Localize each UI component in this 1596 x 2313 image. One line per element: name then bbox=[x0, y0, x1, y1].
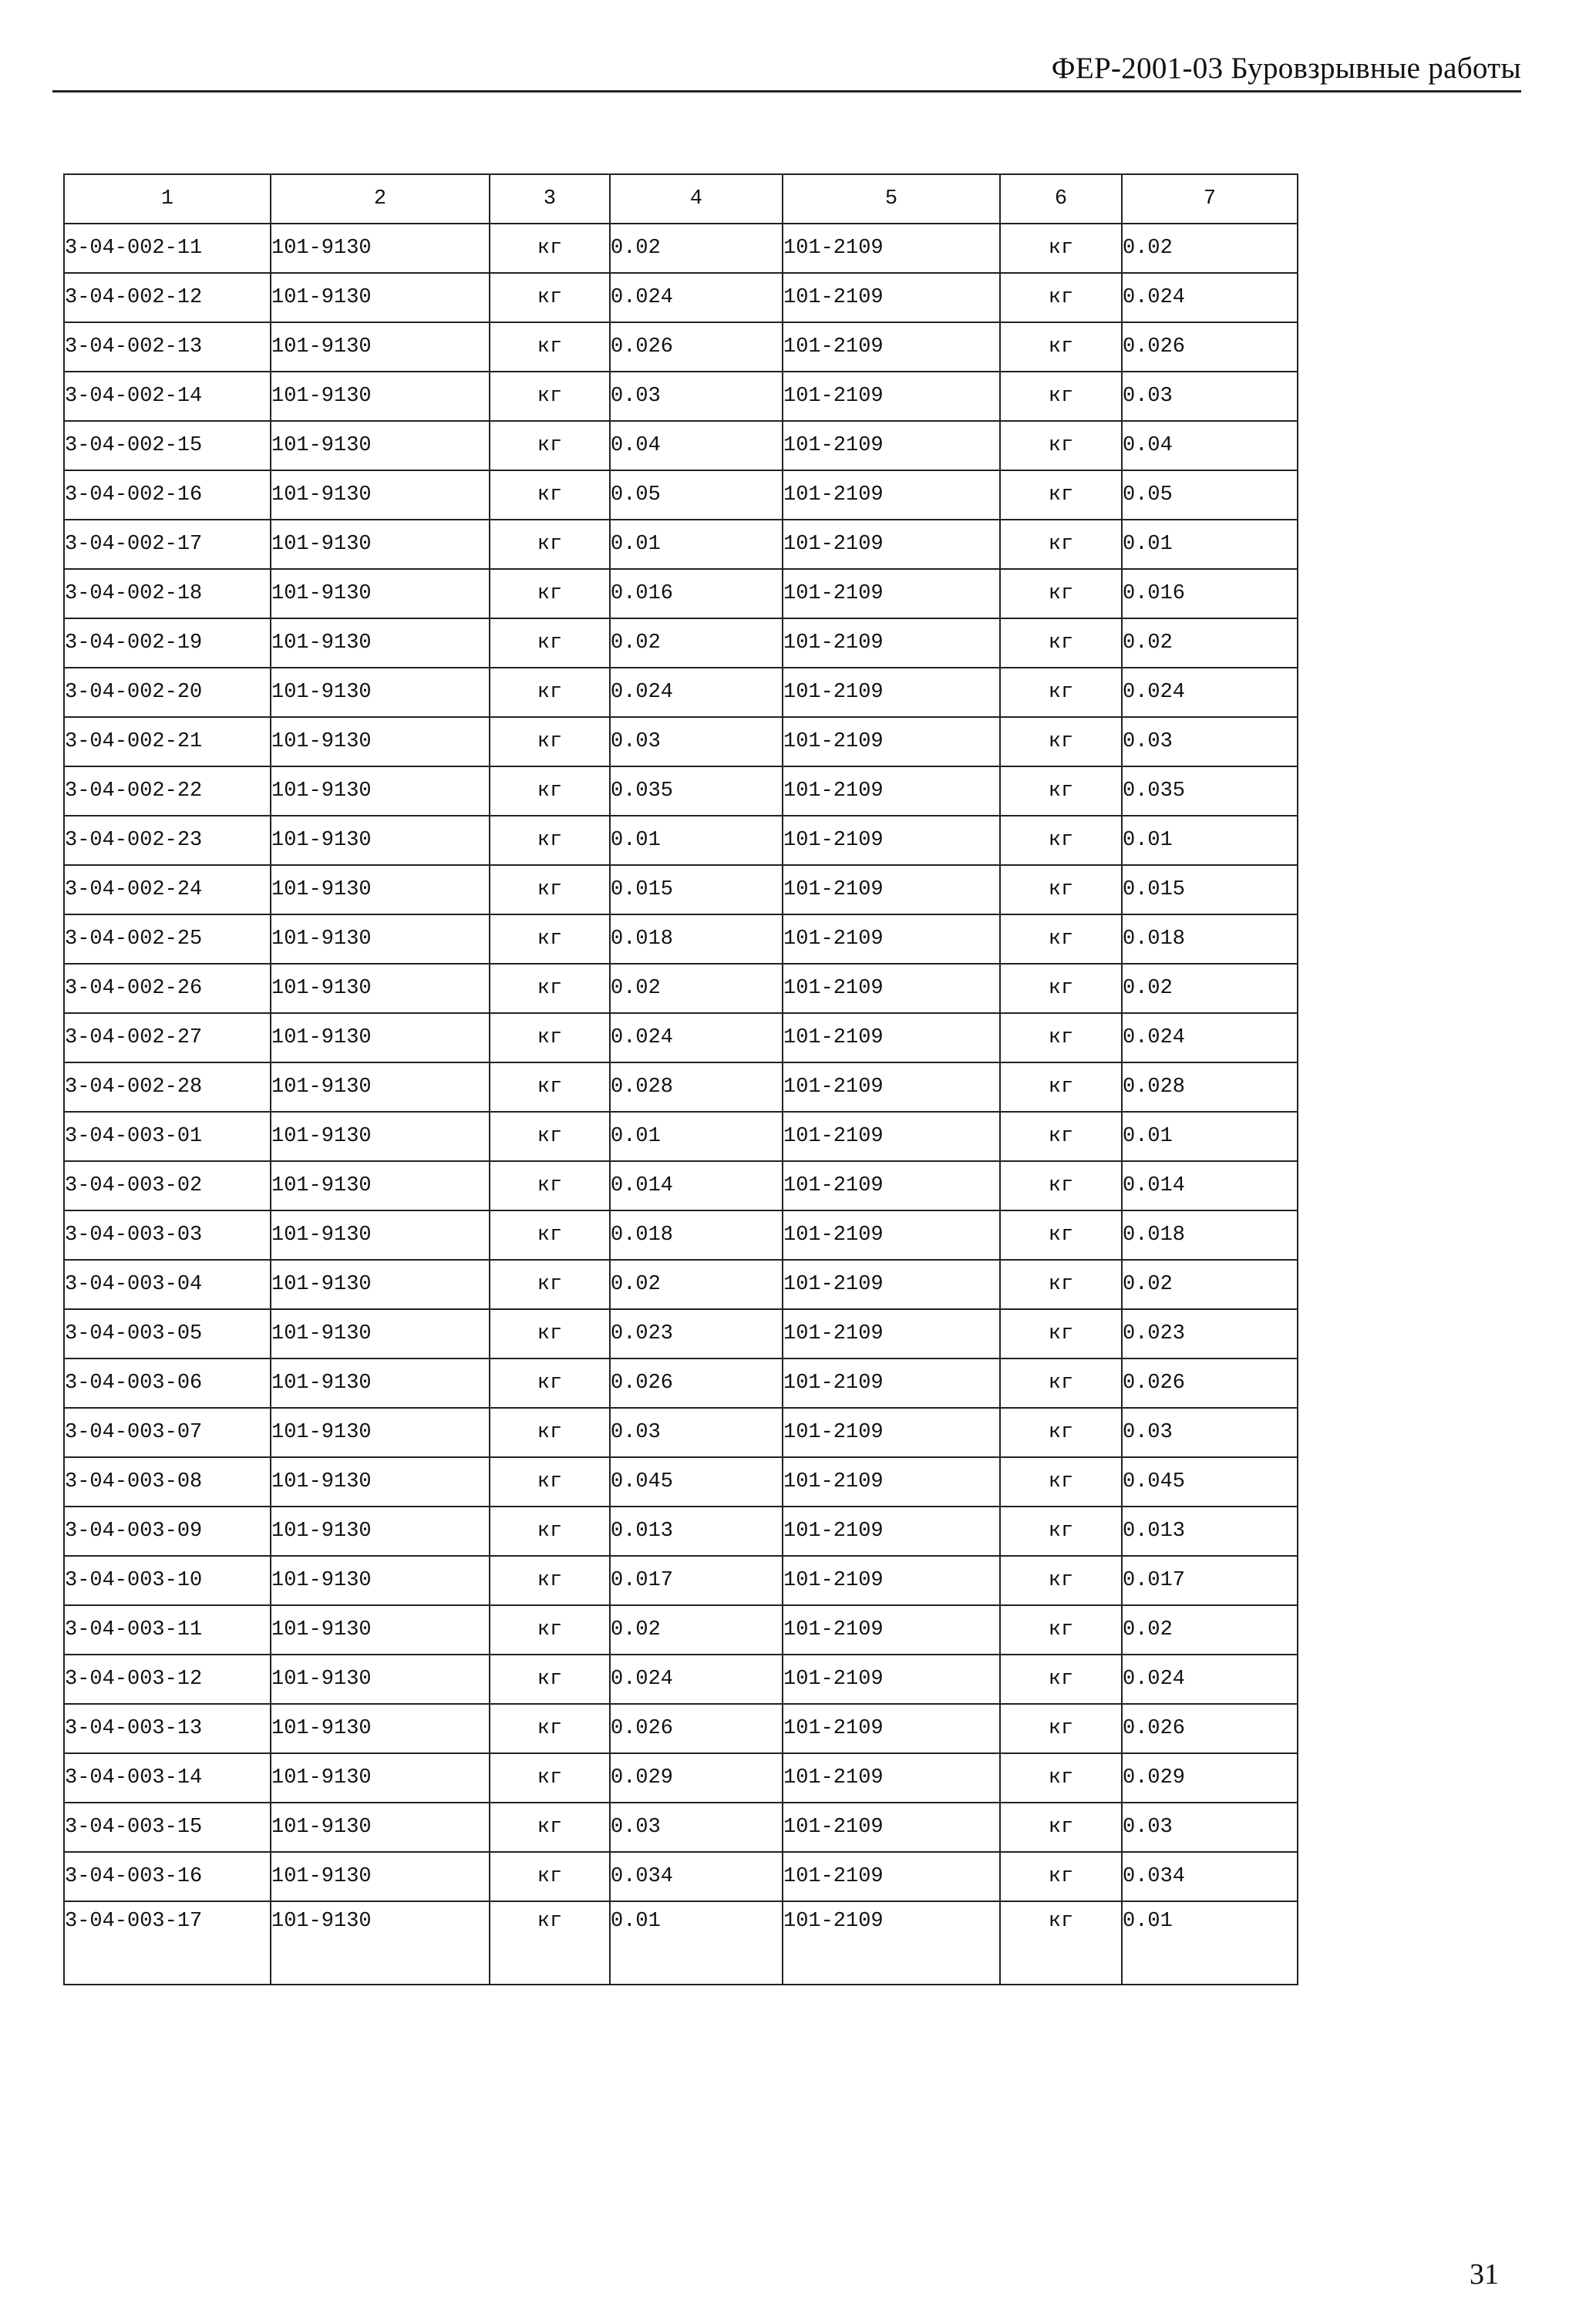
table-cell: 101-9130 bbox=[271, 372, 490, 421]
table-cell: 101-2109 bbox=[783, 421, 1000, 470]
table-cell: 101-9130 bbox=[271, 1556, 490, 1605]
table-cell: 0.03 bbox=[1122, 717, 1298, 766]
table-cell: 101-9130 bbox=[271, 1803, 490, 1852]
table-row bbox=[64, 668, 1298, 717]
table-row bbox=[64, 1655, 1298, 1704]
table-cell: 0.02 bbox=[1122, 1605, 1298, 1655]
table-cell: 0.03 bbox=[610, 372, 783, 421]
table-cell: 3-04-002-14 bbox=[64, 372, 271, 421]
table-cell: 0.026 bbox=[1122, 322, 1298, 372]
table-cell: 0.02 bbox=[1122, 1260, 1298, 1309]
table-cell: 0.026 bbox=[1122, 1704, 1298, 1753]
table-cell: кг bbox=[490, 618, 610, 668]
table-cell: кг bbox=[490, 421, 610, 470]
table-row bbox=[64, 618, 1298, 668]
table-cell: 101-9130 bbox=[271, 273, 490, 322]
table-row bbox=[64, 421, 1298, 470]
table-cell: 101-9130 bbox=[271, 1507, 490, 1556]
table-cell: 3-04-002-17 bbox=[64, 520, 271, 569]
table-cell: кг bbox=[490, 372, 610, 421]
table-row bbox=[64, 865, 1298, 914]
table-cell: 101-2109 bbox=[783, 717, 1000, 766]
table-cell: 0.013 bbox=[1122, 1507, 1298, 1556]
table-cell: 0.023 bbox=[1122, 1309, 1298, 1359]
table-cell: кг bbox=[1000, 1062, 1122, 1112]
table-cell: 3-04-002-12 bbox=[64, 273, 271, 322]
table-cell: 0.018 bbox=[1122, 1210, 1298, 1260]
table-cell: 0.028 bbox=[610, 1062, 783, 1112]
data-table bbox=[63, 173, 1298, 1985]
table-cell: кг bbox=[490, 865, 610, 914]
table-cell: кг bbox=[1000, 1457, 1122, 1507]
table-cell: кг bbox=[1000, 1753, 1122, 1803]
table-cell: кг bbox=[490, 668, 610, 717]
table-cell: 3-04-003-06 bbox=[64, 1359, 271, 1408]
table-cell: 0.015 bbox=[610, 865, 783, 914]
table-cell: 101-9130 bbox=[271, 520, 490, 569]
table-cell: 3-04-003-02 bbox=[64, 1161, 271, 1210]
table-cell: 0.045 bbox=[1122, 1457, 1298, 1507]
table-row bbox=[64, 1112, 1298, 1161]
table-cell: 0.01 bbox=[1122, 1901, 1298, 1985]
table-cell: 0.024 bbox=[1122, 273, 1298, 322]
table-cell: кг bbox=[1000, 273, 1122, 322]
table-cell: 0.05 bbox=[610, 470, 783, 520]
table-cell: 101-2109 bbox=[783, 816, 1000, 865]
table-cell: кг bbox=[490, 1260, 610, 1309]
table-cell: 101-9130 bbox=[271, 1309, 490, 1359]
table-cell: 0.01 bbox=[610, 1901, 783, 1985]
table-cell: 0.04 bbox=[610, 421, 783, 470]
table-row bbox=[64, 1803, 1298, 1852]
table-cell: кг bbox=[490, 1704, 610, 1753]
table-cell: 0.029 bbox=[1122, 1753, 1298, 1803]
table-cell: 101-9130 bbox=[271, 470, 490, 520]
table-cell: кг bbox=[1000, 1704, 1122, 1753]
table-cell: кг bbox=[1000, 569, 1122, 618]
table-cell: 101-9130 bbox=[271, 1457, 490, 1507]
table-cell: 101-9130 bbox=[271, 1062, 490, 1112]
table-cell: 3-04-003-08 bbox=[64, 1457, 271, 1507]
table-cell: 3-04-003-09 bbox=[64, 1507, 271, 1556]
table-cell: кг bbox=[490, 1408, 610, 1457]
table-cell: 0.017 bbox=[1122, 1556, 1298, 1605]
table-cell: 101-2109 bbox=[783, 618, 1000, 668]
table-row bbox=[64, 273, 1298, 322]
table-cell: кг bbox=[490, 520, 610, 569]
header-rule bbox=[52, 90, 1521, 93]
table-cell: 0.023 bbox=[610, 1309, 783, 1359]
table-cell: кг bbox=[490, 1457, 610, 1507]
table-cell: кг bbox=[1000, 1161, 1122, 1210]
table-cell: 3-04-003-13 bbox=[64, 1704, 271, 1753]
table-cell: 0.018 bbox=[610, 914, 783, 964]
table-cell: 0.01 bbox=[1122, 1112, 1298, 1161]
table-cell: кг bbox=[490, 1507, 610, 1556]
table-cell: 0.01 bbox=[610, 520, 783, 569]
column-header: 4 bbox=[610, 174, 783, 224]
table-cell: 3-04-002-22 bbox=[64, 766, 271, 816]
table-cell: кг bbox=[490, 914, 610, 964]
table-cell: кг bbox=[490, 766, 610, 816]
table-cell: 3-04-002-11 bbox=[64, 224, 271, 273]
table-cell: 0.02 bbox=[610, 1605, 783, 1655]
table-cell: 101-9130 bbox=[271, 618, 490, 668]
table-cell: 101-9130 bbox=[271, 1655, 490, 1704]
table-cell: 3-04-002-20 bbox=[64, 668, 271, 717]
table-cell: 0.024 bbox=[610, 1655, 783, 1704]
table-cell: 101-9130 bbox=[271, 1852, 490, 1901]
table-cell: кг bbox=[490, 273, 610, 322]
table-row bbox=[64, 914, 1298, 964]
table-cell: кг bbox=[1000, 470, 1122, 520]
table-cell: кг bbox=[1000, 1605, 1122, 1655]
table-row bbox=[64, 1605, 1298, 1655]
table-cell: 0.01 bbox=[610, 1112, 783, 1161]
table-cell: 0.03 bbox=[1122, 1803, 1298, 1852]
table-cell: 0.026 bbox=[610, 322, 783, 372]
column-header: 3 bbox=[490, 174, 610, 224]
table-cell: 0.035 bbox=[610, 766, 783, 816]
table-body bbox=[64, 224, 1298, 1985]
table-cell: 0.01 bbox=[1122, 520, 1298, 569]
table-cell: 0.03 bbox=[1122, 372, 1298, 421]
table-cell: 0.018 bbox=[610, 1210, 783, 1260]
table-row bbox=[64, 1013, 1298, 1062]
table-cell: 0.02 bbox=[610, 618, 783, 668]
table-cell: кг bbox=[1000, 1260, 1122, 1309]
table-cell: кг bbox=[490, 1013, 610, 1062]
table-cell: 0.02 bbox=[1122, 618, 1298, 668]
table-row bbox=[64, 1852, 1298, 1901]
table-row bbox=[64, 1457, 1298, 1507]
table-row bbox=[64, 372, 1298, 421]
table-cell: 101-2109 bbox=[783, 1655, 1000, 1704]
table-cell: 0.03 bbox=[610, 1803, 783, 1852]
table-cell: 101-9130 bbox=[271, 717, 490, 766]
table-cell: кг bbox=[490, 1605, 610, 1655]
table-cell: кг bbox=[490, 1062, 610, 1112]
table-cell: 0.02 bbox=[1122, 224, 1298, 273]
page-number: 31 bbox=[1470, 2258, 1499, 2291]
table-cell: 0.028 bbox=[1122, 1062, 1298, 1112]
table-cell: 0.017 bbox=[610, 1556, 783, 1605]
table-cell: 101-9130 bbox=[271, 668, 490, 717]
table-row bbox=[64, 816, 1298, 865]
table-cell: кг bbox=[1000, 1852, 1122, 1901]
table-cell: 101-2109 bbox=[783, 322, 1000, 372]
table-row bbox=[64, 1161, 1298, 1210]
table-cell: 0.02 bbox=[610, 964, 783, 1013]
table-row bbox=[64, 520, 1298, 569]
table-cell: 101-9130 bbox=[271, 1901, 490, 1985]
table-cell: кг bbox=[1000, 618, 1122, 668]
table-row bbox=[64, 964, 1298, 1013]
table-cell: 0.014 bbox=[1122, 1161, 1298, 1210]
table-cell: 3-04-003-05 bbox=[64, 1309, 271, 1359]
table-header-row bbox=[64, 174, 1298, 224]
table-cell: кг bbox=[1000, 520, 1122, 569]
table-row bbox=[64, 322, 1298, 372]
table-cell: 3-04-003-17 bbox=[64, 1901, 271, 1985]
table-cell: кг bbox=[1000, 1803, 1122, 1852]
table-cell: 101-9130 bbox=[271, 322, 490, 372]
table-cell: кг bbox=[490, 1359, 610, 1408]
table-cell: 101-9130 bbox=[271, 1112, 490, 1161]
table-cell: 3-04-003-01 bbox=[64, 1112, 271, 1161]
table-cell: 101-2109 bbox=[783, 1309, 1000, 1359]
table-row bbox=[64, 1408, 1298, 1457]
table-cell: 101-2109 bbox=[783, 1803, 1000, 1852]
table-cell: кг bbox=[490, 717, 610, 766]
table-cell: кг bbox=[490, 322, 610, 372]
table-cell: кг bbox=[490, 816, 610, 865]
table-cell: 101-9130 bbox=[271, 865, 490, 914]
table-cell: 3-04-003-11 bbox=[64, 1605, 271, 1655]
table-cell: 0.035 bbox=[1122, 766, 1298, 816]
table-cell: 101-9130 bbox=[271, 224, 490, 273]
table-cell: кг bbox=[490, 1309, 610, 1359]
table-cell: 3-04-002-19 bbox=[64, 618, 271, 668]
table-cell: кг bbox=[1000, 1556, 1122, 1605]
table-cell: 0.034 bbox=[610, 1852, 783, 1901]
table-row bbox=[64, 1359, 1298, 1408]
table-row bbox=[64, 1260, 1298, 1309]
table-cell: 0.026 bbox=[610, 1704, 783, 1753]
table-cell: 101-9130 bbox=[271, 1161, 490, 1210]
table-cell: 3-04-003-15 bbox=[64, 1803, 271, 1852]
table-cell: 0.016 bbox=[1122, 569, 1298, 618]
column-header: 6 bbox=[1000, 174, 1122, 224]
table-cell: 3-04-002-18 bbox=[64, 569, 271, 618]
table-cell: 3-04-003-12 bbox=[64, 1655, 271, 1704]
table-cell: 101-2109 bbox=[783, 470, 1000, 520]
table-cell: 101-9130 bbox=[271, 1408, 490, 1457]
table-cell: 3-04-003-03 bbox=[64, 1210, 271, 1260]
table-cell: 101-9130 bbox=[271, 1210, 490, 1260]
table-cell: 3-04-002-28 bbox=[64, 1062, 271, 1112]
table-cell: 101-2109 bbox=[783, 372, 1000, 421]
table-cell: 101-9130 bbox=[271, 569, 490, 618]
table-cell: 101-9130 bbox=[271, 1704, 490, 1753]
table-cell: 101-2109 bbox=[783, 1507, 1000, 1556]
table-cell: кг bbox=[1000, 914, 1122, 964]
table-cell: 0.024 bbox=[610, 668, 783, 717]
table-cell: кг bbox=[1000, 1901, 1122, 1985]
table-cell: кг bbox=[1000, 372, 1122, 421]
document-header-title: ФЕР-2001-03 Буровзрывные работы bbox=[1051, 52, 1521, 85]
table-cell: 3-04-003-10 bbox=[64, 1556, 271, 1605]
table-cell: кг bbox=[1000, 1013, 1122, 1062]
table-cell: 101-2109 bbox=[783, 1556, 1000, 1605]
table-cell: кг bbox=[490, 1901, 610, 1985]
table-row bbox=[64, 1901, 1298, 1985]
table-row bbox=[64, 470, 1298, 520]
table-cell: 0.03 bbox=[610, 1408, 783, 1457]
table-cell: кг bbox=[1000, 322, 1122, 372]
table-cell: 0.026 bbox=[610, 1359, 783, 1408]
table-cell: 0.03 bbox=[610, 717, 783, 766]
table-cell: кг bbox=[1000, 865, 1122, 914]
table-cell: 0.01 bbox=[610, 816, 783, 865]
table-cell: 0.024 bbox=[1122, 1013, 1298, 1062]
table-cell: 0.015 bbox=[1122, 865, 1298, 914]
table-cell: кг bbox=[1000, 717, 1122, 766]
table-cell: 101-2109 bbox=[783, 224, 1000, 273]
table-cell: 0.034 bbox=[1122, 1852, 1298, 1901]
table-cell: 0.029 bbox=[610, 1753, 783, 1803]
table-cell: 3-04-002-21 bbox=[64, 717, 271, 766]
table-cell: 101-2109 bbox=[783, 1161, 1000, 1210]
table-cell: 0.026 bbox=[1122, 1359, 1298, 1408]
table-cell: 101-9130 bbox=[271, 1753, 490, 1803]
table-cell: кг bbox=[1000, 1408, 1122, 1457]
table-cell: кг bbox=[1000, 1655, 1122, 1704]
table-cell: 3-04-002-24 bbox=[64, 865, 271, 914]
table-cell: 101-2109 bbox=[783, 766, 1000, 816]
table-row bbox=[64, 1210, 1298, 1260]
table-cell: 101-2109 bbox=[783, 1359, 1000, 1408]
table-cell: 0.024 bbox=[1122, 1655, 1298, 1704]
table-cell: 0.02 bbox=[610, 1260, 783, 1309]
table-cell: 101-2109 bbox=[783, 1260, 1000, 1309]
table-cell: кг bbox=[1000, 964, 1122, 1013]
table-cell: 101-9130 bbox=[271, 816, 490, 865]
table-cell: 0.016 bbox=[610, 569, 783, 618]
table-cell: 101-2109 bbox=[783, 668, 1000, 717]
table-cell: кг bbox=[490, 470, 610, 520]
table-cell: 101-2109 bbox=[783, 1013, 1000, 1062]
table-cell: 101-9130 bbox=[271, 914, 490, 964]
table-cell: 101-2109 bbox=[783, 569, 1000, 618]
table-row bbox=[64, 1753, 1298, 1803]
table-row bbox=[64, 1704, 1298, 1753]
table-row bbox=[64, 1556, 1298, 1605]
table-cell: кг bbox=[490, 964, 610, 1013]
table-cell: кг bbox=[1000, 816, 1122, 865]
column-header: 5 bbox=[783, 174, 1000, 224]
table-cell: кг bbox=[1000, 1507, 1122, 1556]
table-cell: 0.024 bbox=[1122, 668, 1298, 717]
table-cell: 101-2109 bbox=[783, 914, 1000, 964]
column-header: 2 bbox=[271, 174, 490, 224]
table-cell: 0.013 bbox=[610, 1507, 783, 1556]
table-cell: 101-9130 bbox=[271, 766, 490, 816]
table-cell: 0.045 bbox=[610, 1457, 783, 1507]
table-cell: 101-2109 bbox=[783, 964, 1000, 1013]
table-cell: 3-04-002-26 bbox=[64, 964, 271, 1013]
table-cell: 3-04-002-25 bbox=[64, 914, 271, 964]
column-header: 1 bbox=[64, 174, 271, 224]
table-cell: кг bbox=[490, 1556, 610, 1605]
table-cell: 0.01 bbox=[1122, 816, 1298, 865]
table-cell: 0.018 bbox=[1122, 914, 1298, 964]
table-cell: кг bbox=[490, 1112, 610, 1161]
table-cell: 101-2109 bbox=[783, 1605, 1000, 1655]
table-cell: 101-9130 bbox=[271, 1013, 490, 1062]
table-cell: кг bbox=[1000, 1210, 1122, 1260]
table-cell: кг bbox=[490, 1655, 610, 1704]
table-cell: 0.02 bbox=[610, 224, 783, 273]
table-cell: 101-9130 bbox=[271, 421, 490, 470]
table-cell: 101-2109 bbox=[783, 1753, 1000, 1803]
table-cell: 101-9130 bbox=[271, 1260, 490, 1309]
table-cell: 101-2109 bbox=[783, 1852, 1000, 1901]
table-row bbox=[64, 766, 1298, 816]
table-cell: кг bbox=[1000, 1112, 1122, 1161]
table-cell: кг bbox=[1000, 224, 1122, 273]
table-cell: кг bbox=[490, 1210, 610, 1260]
table-cell: 3-04-003-14 bbox=[64, 1753, 271, 1803]
table-row bbox=[64, 1062, 1298, 1112]
table-cell: 3-04-002-16 bbox=[64, 470, 271, 520]
table-cell: 101-2109 bbox=[783, 1062, 1000, 1112]
table-cell: 101-2109 bbox=[783, 1704, 1000, 1753]
table-cell: кг bbox=[1000, 1359, 1122, 1408]
table-row bbox=[64, 1507, 1298, 1556]
table-cell: 101-2109 bbox=[783, 1457, 1000, 1507]
table-cell: 3-04-003-16 bbox=[64, 1852, 271, 1901]
table-cell: кг bbox=[1000, 668, 1122, 717]
table-cell: 0.024 bbox=[610, 1013, 783, 1062]
column-header: 7 bbox=[1122, 174, 1298, 224]
table-cell: 0.024 bbox=[610, 273, 783, 322]
table-cell: 101-2109 bbox=[783, 865, 1000, 914]
table-cell: кг bbox=[1000, 1309, 1122, 1359]
table-cell: 101-2109 bbox=[783, 1112, 1000, 1161]
table-cell: 101-9130 bbox=[271, 1359, 490, 1408]
table-cell: 0.05 bbox=[1122, 470, 1298, 520]
table-cell: 101-2109 bbox=[783, 273, 1000, 322]
table-cell: 3-04-002-15 bbox=[64, 421, 271, 470]
table-row bbox=[64, 1309, 1298, 1359]
table-cell: 101-2109 bbox=[783, 1901, 1000, 1985]
table-cell: 3-04-003-04 bbox=[64, 1260, 271, 1309]
table-cell: кг bbox=[490, 224, 610, 273]
table-cell: 101-9130 bbox=[271, 964, 490, 1013]
table-cell: 101-9130 bbox=[271, 1605, 490, 1655]
table-cell: кг bbox=[490, 1161, 610, 1210]
table-row bbox=[64, 717, 1298, 766]
table-cell: кг bbox=[490, 1852, 610, 1901]
table-cell: кг bbox=[490, 569, 610, 618]
table-cell: 101-2109 bbox=[783, 1408, 1000, 1457]
table-cell: кг bbox=[1000, 766, 1122, 816]
table-cell: 3-04-002-27 bbox=[64, 1013, 271, 1062]
table-cell: 0.014 bbox=[610, 1161, 783, 1210]
table-cell: кг bbox=[1000, 421, 1122, 470]
table-cell: 101-2109 bbox=[783, 520, 1000, 569]
table-cell: 3-04-002-13 bbox=[64, 322, 271, 372]
table-cell: 3-04-002-23 bbox=[64, 816, 271, 865]
table-cell: кг bbox=[490, 1803, 610, 1852]
table-cell: 3-04-003-07 bbox=[64, 1408, 271, 1457]
table-cell: 0.02 bbox=[1122, 964, 1298, 1013]
table-row bbox=[64, 224, 1298, 273]
table-cell: 0.04 bbox=[1122, 421, 1298, 470]
table-cell: кг bbox=[490, 1753, 610, 1803]
table-row bbox=[64, 569, 1298, 618]
table-cell: 0.03 bbox=[1122, 1408, 1298, 1457]
table-cell: 101-2109 bbox=[783, 1210, 1000, 1260]
